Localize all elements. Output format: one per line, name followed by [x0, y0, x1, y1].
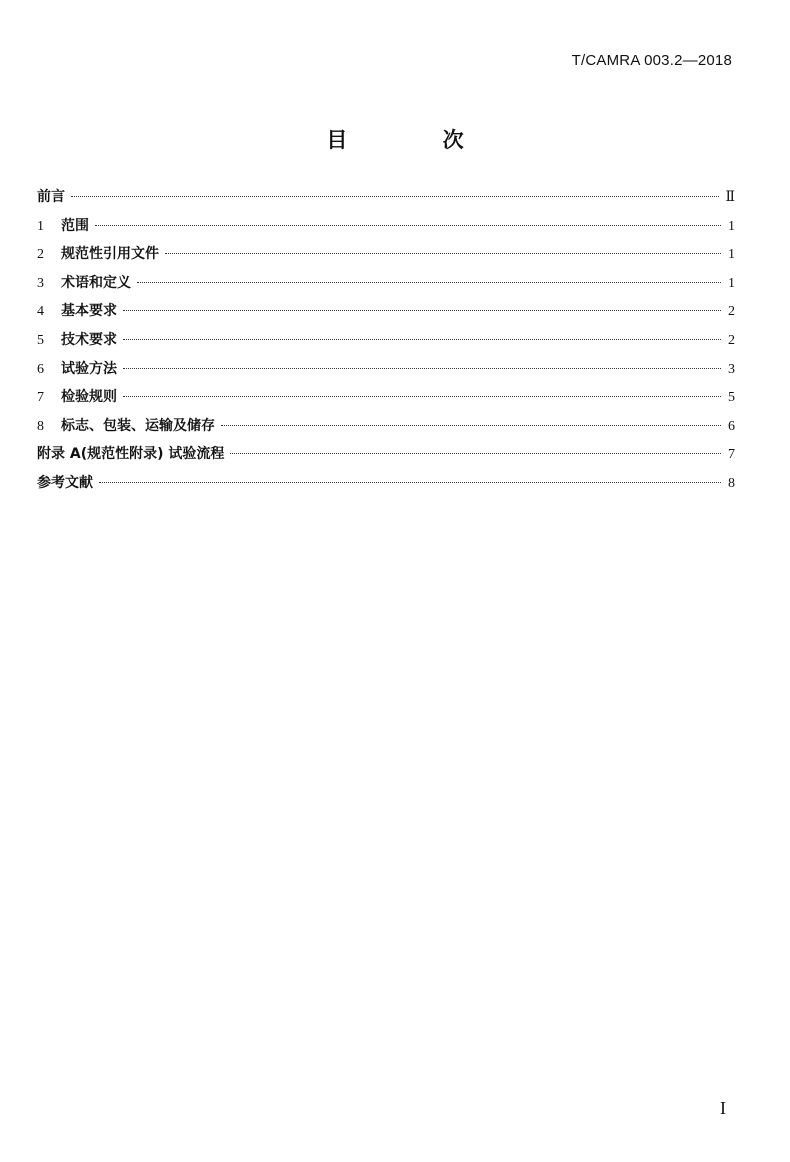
toc-entry-page: 1 [728, 275, 735, 291]
toc-entry-appendix-a[interactable] [37, 443, 735, 472]
toc-entry-label: 标志、包装、运输及储存 [61, 417, 215, 434]
toc-entry-page: 8 [728, 475, 735, 491]
toc-entry-page: 1 [728, 247, 735, 263]
toc-leader-dots [137, 282, 721, 283]
toc-entry-number: 4 [37, 304, 44, 320]
toc-entry-bibliography[interactable] [37, 472, 735, 501]
toc-entry-test-methods[interactable] [37, 358, 735, 387]
toc-entry-scope[interactable] [37, 215, 735, 244]
toc-entry-number: 1 [37, 218, 44, 234]
toc-leader-dots [230, 453, 721, 454]
toc-entry-label: 参考文献 [37, 474, 93, 491]
toc-entry-label: 术语和定义 [61, 274, 131, 291]
toc-leader-dots [123, 396, 721, 397]
toc-entry-terms-definitions[interactable] [37, 272, 735, 301]
toc-leader-dots [95, 225, 721, 226]
toc-entry-page: 3 [728, 361, 735, 377]
toc-entry-label: 基本要求 [61, 303, 117, 320]
toc-entry-page: 1 [728, 218, 735, 234]
page-title: 目 次 [326, 128, 508, 152]
toc-leader-dots [123, 368, 721, 369]
toc-entry-label: 试验方法 [61, 360, 117, 377]
toc-leader-dots [123, 339, 721, 340]
toc-entry-label: 技术要求 [61, 331, 117, 348]
toc-entry-page: 2 [728, 332, 735, 348]
toc-entry-label: 规范性引用文件 [61, 246, 159, 263]
toc-entry-label: 前言 [37, 189, 65, 205]
toc-entry-page: 7 [728, 447, 735, 463]
toc-entry-label: 附录 A(规范性附录) 试验流程 [37, 446, 225, 463]
toc-leader-dots [123, 310, 721, 311]
document-code: T/CAMRA 003.2—2018 [571, 52, 732, 69]
toc-entry-page: 5 [728, 390, 735, 406]
toc-entry-number: 7 [37, 390, 44, 406]
toc-entry-number: 5 [37, 332, 44, 348]
toc-entry-number: 3 [37, 275, 44, 291]
table-of-contents [37, 186, 735, 501]
toc-entry-number: 6 [37, 361, 44, 377]
toc-entry-label: 范围 [61, 217, 89, 234]
toc-entry-marking-packaging[interactable] [37, 415, 735, 444]
toc-entry-preface[interactable] [37, 186, 735, 215]
toc-entry-label: 检验规则 [61, 389, 117, 406]
toc-entry-basic-requirements[interactable] [37, 300, 735, 329]
toc-entry-inspection-rules[interactable] [37, 386, 735, 415]
toc-entry-page: 2 [728, 304, 735, 320]
toc-leader-dots [165, 253, 721, 254]
toc-leader-dots [99, 482, 721, 483]
toc-entry-page: Ⅱ [725, 190, 735, 205]
toc-entry-technical-requirements[interactable] [37, 329, 735, 358]
toc-leader-dots [221, 425, 721, 426]
toc-entry-normative-references[interactable] [37, 243, 735, 272]
toc-entry-number: 8 [37, 418, 44, 434]
toc-entry-page: 6 [728, 418, 735, 434]
toc-leader-dots [71, 196, 719, 197]
page-number: I [720, 1098, 726, 1118]
toc-entry-number: 2 [37, 247, 44, 263]
